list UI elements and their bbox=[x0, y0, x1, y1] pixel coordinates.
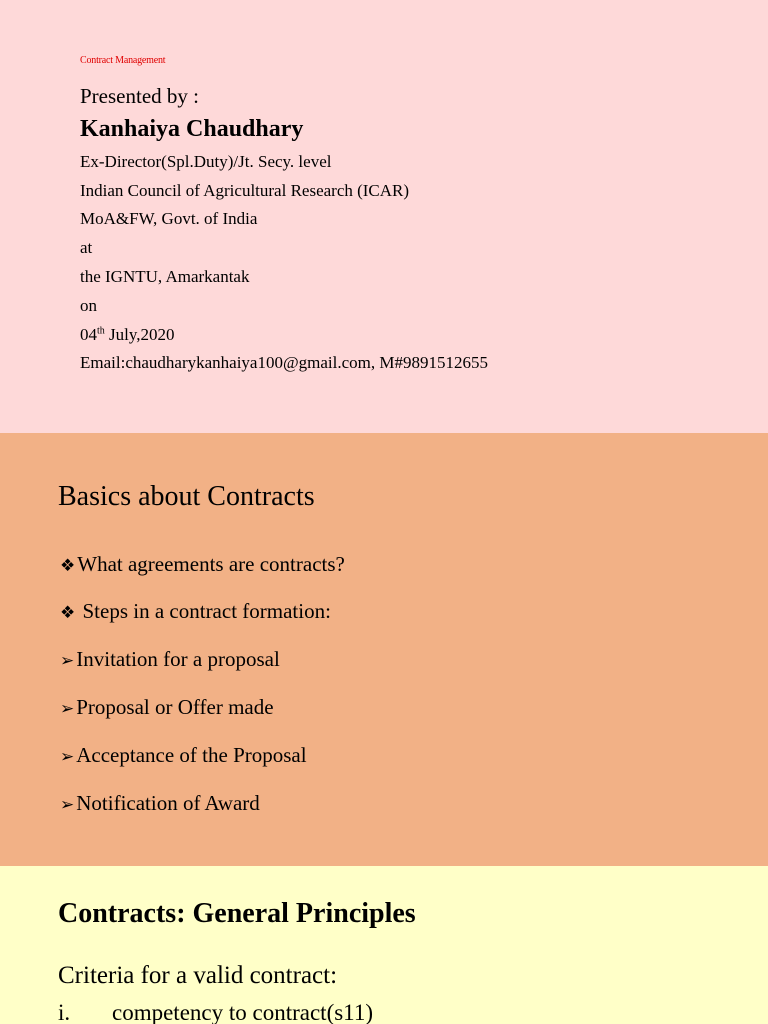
list-item-text: Notification of Award bbox=[76, 791, 260, 815]
list-item bbox=[60, 599, 331, 624]
contact-text: Email:chaudharykanhaiya100@gmail.com, M#9891512655 bbox=[80, 353, 488, 372]
ministry-text: MoA&FW, Govt. of India bbox=[80, 209, 258, 228]
list-item-number: i. bbox=[58, 1000, 71, 1024]
list-item-text: Invitation for a proposal bbox=[76, 647, 280, 671]
date-day: 04 bbox=[80, 325, 97, 344]
organization-text: Indian Council of Agricultural Research (ICAR) bbox=[80, 181, 410, 200]
list-item-text: What agreements are contracts? bbox=[77, 552, 345, 576]
slide-principles bbox=[0, 866, 768, 1024]
list-item bbox=[60, 552, 345, 577]
date-rest: July,2020 bbox=[104, 325, 175, 344]
criteria-text: Criteria for a valid contract: bbox=[58, 962, 338, 989]
on-text: on bbox=[80, 296, 97, 315]
diamond-bullet-icon: ❖ bbox=[60, 603, 76, 622]
list-item-text: competency to contract(s11) bbox=[112, 1000, 373, 1024]
list-item-text: Proposal or Offer made bbox=[76, 695, 274, 719]
date-suffix: th bbox=[97, 325, 105, 337]
list-item-text: Acceptance of the Proposal bbox=[76, 743, 307, 767]
venue-text: the IGNTU, Amarkantak bbox=[80, 267, 250, 286]
presenter-name: Kanhaiya Chaudhary bbox=[80, 116, 304, 142]
arrow-bullet-icon: ➢ bbox=[60, 795, 75, 814]
document-label: Contract Management bbox=[80, 55, 166, 66]
list-item-text: Steps in a contract formation: bbox=[77, 599, 331, 623]
slide-heading: Contracts: General Principles bbox=[58, 898, 416, 929]
diamond-bullet-icon: ❖ bbox=[60, 556, 76, 575]
presented-by-text: Presented by : bbox=[80, 84, 199, 108]
arrow-bullet-icon: ➢ bbox=[60, 747, 75, 766]
date-text bbox=[80, 325, 175, 345]
arrow-bullet-icon: ➢ bbox=[60, 651, 75, 670]
slide-basics bbox=[0, 433, 768, 866]
at-text: at bbox=[80, 238, 93, 257]
list-item bbox=[60, 647, 280, 672]
list-item bbox=[60, 743, 307, 768]
slide-title bbox=[0, 0, 768, 433]
list-item bbox=[60, 695, 274, 720]
slide-heading: Basics about Contracts bbox=[58, 481, 315, 512]
designation-text: Ex-Director(Spl.Duty)/Jt. Secy. level bbox=[80, 152, 332, 171]
list-item bbox=[60, 791, 260, 816]
arrow-bullet-icon: ➢ bbox=[60, 699, 75, 718]
